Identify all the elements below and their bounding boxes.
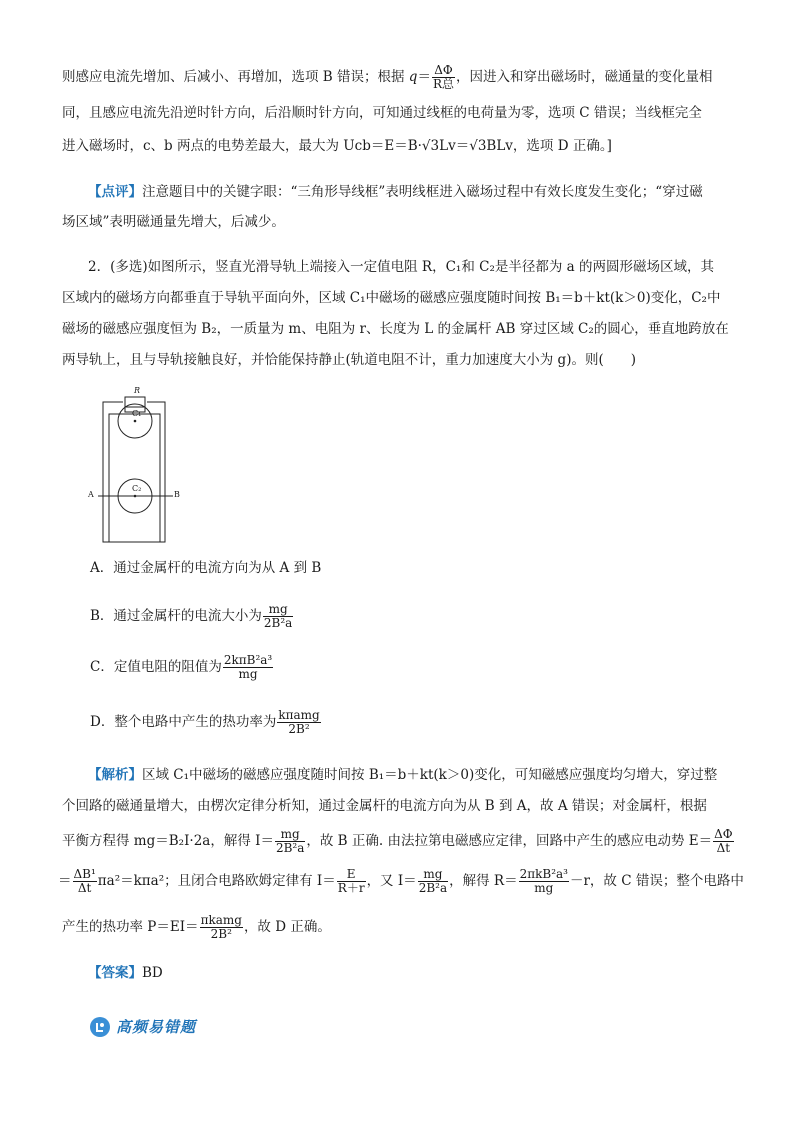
label-a: A	[88, 490, 94, 499]
analysis-tag: 【解析】	[88, 767, 142, 783]
numerator: kπamg	[278, 708, 320, 722]
fraction	[418, 868, 448, 895]
text: q	[408, 69, 418, 85]
denominator: 2B²	[210, 927, 232, 941]
numerator: E	[337, 868, 366, 882]
comment-tag: 【点评】	[88, 184, 142, 200]
question2-line1: 2．(多选)如图所示，竖直光滑导轨上端接入一定值电阻 R，C₁和 C₂是半径都为 a 的两圆形磁场区域，其	[88, 259, 714, 275]
comment-line1	[88, 183, 703, 201]
numerator: mg	[275, 828, 305, 842]
denominator: 2B²a	[263, 616, 293, 630]
denominator: 2B²a	[275, 841, 305, 855]
numerator: 2πkB²a³	[519, 867, 568, 881]
analysis-line2: 个回路的磁通量增大，由楞次定律分析知，通过金属杆的电流方向为从 B 到 A，故 A 错误；对金属杆，根据	[62, 798, 707, 814]
fraction	[263, 603, 293, 630]
text: －r，故 C 错误；整个电路中	[569, 873, 744, 889]
option-c	[90, 654, 274, 681]
numerator: 2kπB²a³	[223, 653, 273, 667]
label-r: R	[134, 386, 141, 395]
option-d	[90, 709, 322, 736]
text: C．定值电阻的阻值为	[90, 659, 222, 675]
label-c2: C₂	[132, 484, 142, 493]
question2-line3: 磁场的磁感应强度恒为 B₂，一质量为 m、电阻为 r、长度为 L 的金属杆 AB 穿过区域 C₂的圆心，垂直地跨放在	[62, 321, 729, 337]
circuit-diagram	[88, 388, 188, 547]
inner-rail	[109, 414, 160, 542]
para1-line1	[62, 64, 713, 91]
text: 平衡方程得 mg＝B₂I·2a，解得 I＝	[62, 833, 274, 849]
fraction	[223, 654, 273, 681]
text: ＝	[58, 873, 72, 889]
denominator: mg	[534, 881, 554, 895]
analysis-line3	[62, 828, 735, 855]
numerator: mg	[418, 868, 448, 882]
denominator: R总	[432, 77, 454, 91]
fraction	[200, 914, 243, 941]
fraction	[713, 828, 734, 855]
outer-rail	[103, 402, 165, 542]
section-heading	[90, 1016, 196, 1037]
option-a: A．通过金属杆的电流方向为从 A 到 B	[90, 560, 322, 576]
question2-line4: 两导轨上，且与导轨接触良好，并恰能保持静止(轨道电阻不计，重力加速度大小为 g)。则( )	[62, 352, 636, 368]
question2-line2: 区域内的磁场方向都垂直于导轨平面向外，区域 C₁中磁场的磁感应强度随时间按 B₁＝b＋kt(k＞0)变化，C₂中	[62, 290, 721, 306]
answer-tag: 【答案】	[88, 965, 142, 981]
numerator: πkamg	[200, 913, 242, 927]
analysis-line1	[88, 766, 717, 784]
text: ，解得 R＝	[449, 873, 518, 889]
analysis-line4	[58, 868, 744, 895]
option-b	[90, 603, 294, 630]
numerator: ΔΦ	[432, 64, 455, 78]
denominator: Δt	[77, 881, 92, 895]
numerator: mg	[263, 603, 293, 617]
text: 区域 C₁中磁场的磁感应强度随时间按 B₁＝b＋kt(k＞0)变化，可知磁感应强度均匀增大，穿过整	[142, 767, 718, 783]
numerator: ΔΦ	[714, 827, 733, 841]
section-title: 高频易错题	[116, 1018, 197, 1036]
denominator: 2B²	[288, 722, 310, 736]
text: ，因进入和穿出磁场时，磁通量的变化量相	[456, 69, 713, 85]
para1-line2: 同，且感应电流先沿逆时针方向，后沿顺时针方向，可知通过线框的电荷量为零，选项 C 错误；当线框完全	[62, 105, 702, 121]
fraction	[519, 868, 569, 895]
label-c1: C₁	[132, 409, 142, 418]
text: πa²＝kπa²；且闭合电路欧姆定律有 I＝	[97, 873, 336, 889]
section-icon	[90, 1017, 110, 1037]
fraction	[275, 828, 305, 855]
analysis-line5	[62, 914, 331, 941]
denominator: 2B²a	[418, 881, 448, 895]
label-b: B	[174, 490, 180, 499]
comment-line2: 场区域”表明磁通量先增大，后减少。	[62, 214, 285, 230]
fraction-dphi-rtotal	[432, 64, 455, 91]
answer-line	[88, 964, 163, 982]
para1-line3: 进入磁场时，c、b 两点的电势差最大，最大为 Ucb＝E＝B·√3Lv＝√3BLv，选项 D 正确。]	[62, 138, 612, 154]
numerator: ΔB¹	[73, 867, 96, 881]
denominator: mg	[238, 667, 258, 681]
text: D．整个电路中产生的热功率为	[90, 714, 277, 730]
text: ＝	[417, 69, 431, 85]
text: 则感应电流先增加、后减小、再增加，选项 B 错误；根据	[62, 69, 409, 85]
text: ，故 D 正确。	[243, 919, 331, 935]
denominator: Δt	[716, 841, 731, 855]
fraction	[337, 868, 366, 895]
fraction	[277, 709, 320, 736]
text: B．通过金属杆的电流大小为	[90, 608, 262, 624]
text: ，又 I＝	[366, 873, 417, 889]
denominator: R＋r	[337, 881, 365, 895]
text: 产生的热功率 P＝EI＝	[62, 919, 199, 935]
fraction	[73, 868, 97, 895]
text: ，故 B 正确. 由法拉第电磁感应定律，回路中产生的感应电动势 E＝	[306, 833, 713, 849]
comment-text: 注意题目中的关键字眼：“三角形导线框”表明线框进入磁场过程中有效长度发生变化；“穿过磁	[142, 184, 703, 200]
answer-value: BD	[142, 965, 163, 981]
